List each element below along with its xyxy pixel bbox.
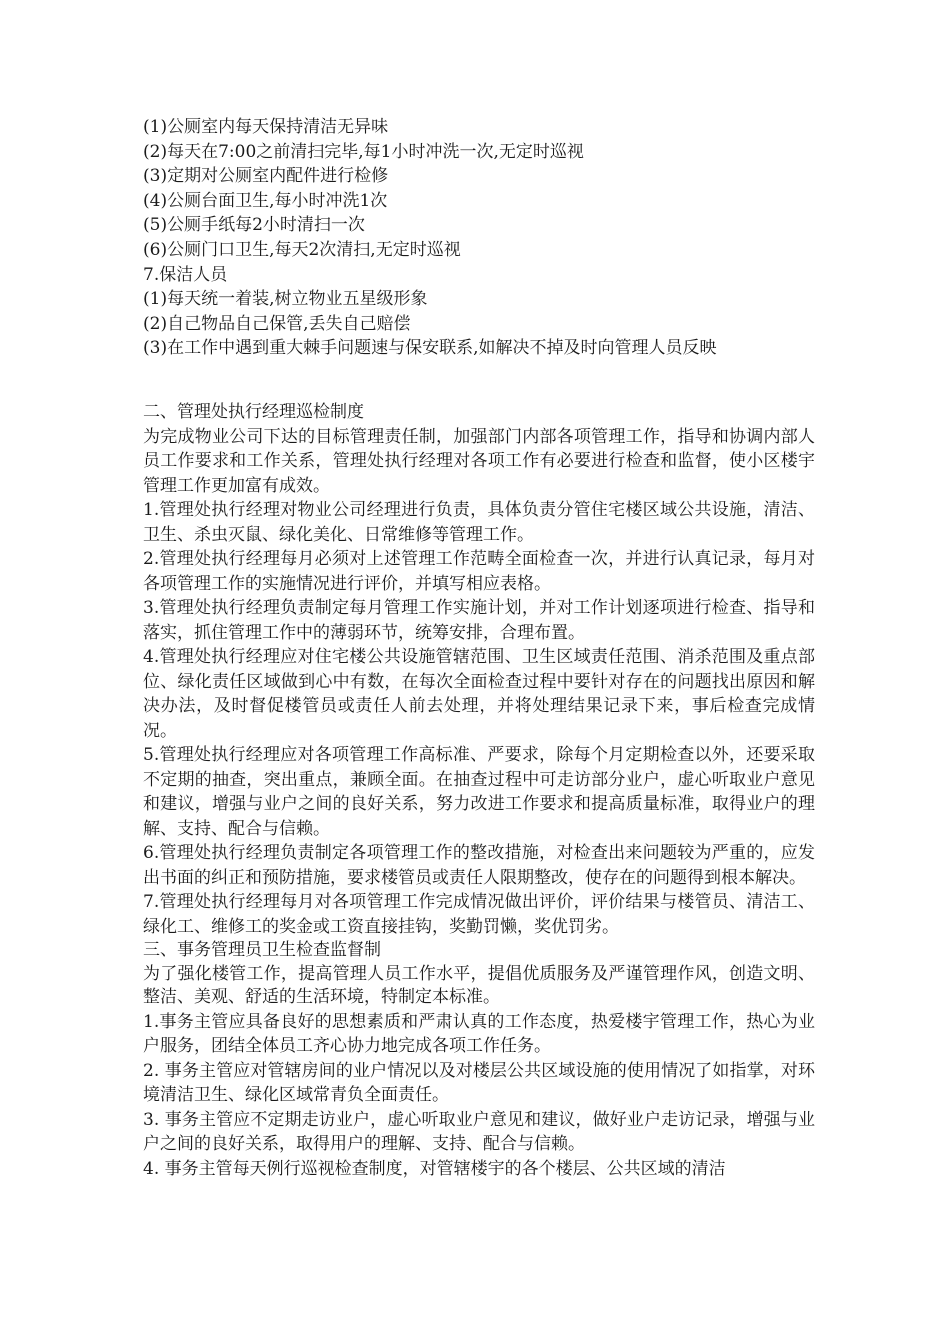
- list-item: (2)自己物品自己保管,丢失自己赔偿: [143, 313, 411, 334]
- section-heading: 二、管理处执行经理巡检制度: [143, 402, 364, 422]
- paragraph-item: 2.管理处执行经理每月必须对上述管理工作范畴全面检查一次，并进行认真记录，每月对各项管理工作的实施情况进行评价，并填写相应表格。: [143, 549, 815, 594]
- list-item: (3)在工作中遇到重大棘手问题速与保安联系,如解决不掉及时向管理人员反映: [143, 338, 717, 359]
- section-intro: 为了强化楼管工作，提高管理人员工作水平，提倡优质服务及严谨管理作风，创造文明、整洁、美观、舒适的生活环境，特制定本标准。: [143, 963, 815, 1007]
- list-item: (3)定期对公厕室内配件进行检修: [143, 166, 389, 187]
- list-item: (1)公厕室内每天保持清洁无异味: [143, 117, 389, 137]
- list-item: (1)每天统一着装,树立物业五星级形象: [143, 289, 428, 310]
- paragraph-item: 4. 事务主管每天例行巡视检查制度，对管辖楼宇的各个楼层、公共区域的清洁: [143, 1158, 726, 1179]
- paragraph-item: 3.管理处执行经理负责制定每月管理工作实施计划，并对工作计划逐项进行检查、指导和落实，抓住管理工作中的薄弱环节，统筹安排，合理布置。: [143, 598, 815, 643]
- paragraph-item: 7.管理处执行经理每月对各项管理工作完成情况做出评价，评价结果与楼管员、清洁工、绿化工、维修工的奖金或工资直接挂钩，奖勤罚懒，奖优罚劣。: [143, 892, 815, 937]
- paragraph-item: 5.管理处执行经理应对各项管理工作高标准、严要求，除每个月定期检查以外，还要采取不定期的抽查，突出重点，兼顾全面。在抽查过程中可走访部分业户，虚心听取业户意见和建议，增强与业户之间的良好关系，努力改进工作要求和提高质量标准，取得业户的理解、支持、配合与信赖。: [143, 745, 815, 839]
- list-item: (6)公厕门口卫生,每天2次清扫,无定时巡视: [143, 239, 461, 260]
- list-item: (5)公厕手纸每2小时清扫一次: [143, 215, 365, 236]
- paragraph-item: 3. 事务主管应不定期走访业户，虚心听取业户意见和建议，做好业户走访记录，增强与业户之间的良好关系，取得用户的理解、支持、配合与信赖。: [143, 1109, 815, 1154]
- paragraph-item: 2. 事务主管应对管辖房间的业户情况以及对楼层公共区域设施的使用情况了如指掌，对环境清洁卫生、绿化区域常青负全面责任。: [143, 1060, 815, 1105]
- section-intro: 为完成物业公司下达的目标管理责任制，加强部门内部各项管理工作，指导和协调内部人员工作要求和工作关系，管理处执行经理对各项工作有必要进行检查和监督，使小区楼宇管理工作更加富有成效。: [143, 426, 815, 496]
- list-item: (4)公厕台面卫生,每小时冲洗1次: [143, 190, 388, 211]
- cleaner-heading: 7.保洁人员: [143, 264, 228, 285]
- paragraph-item: 1.事务主管应具备良好的思想素质和严肃认真的工作态度，热爱楼宇管理工作，热心为业户服务，团结全体员工齐心协力地完成各项工作任务。: [143, 1011, 815, 1056]
- list-item: (2)每天在7:00之前清扫完毕,每1小时冲洗一次,无定时巡视: [143, 141, 584, 162]
- paragraph-item: 4.管理处执行经理应对住宅楼公共设施管辖范围、卫生区域责任范围、消杀范围及重点部位、绿化责任区域做到心中有数，在每次全面检查过程中要针对存在的问题找出原因和解决办法，及时督促楼管员或责任人前去处理，并将处理结果记录下来，事后检查完成情况。: [143, 647, 815, 741]
- management-sections: [143, 400, 815, 1181]
- toilet-and-cleaner-list: [143, 115, 815, 361]
- section-heading: 三、事务管理员卫生检查监督制: [143, 940, 381, 960]
- paragraph-item: 1.管理处执行经理对物业公司经理进行负责，具体负责分管住宅楼区域公共设施，清洁、卫生、杀虫灭鼠、绿化美化、日常维修等管理工作。: [143, 500, 815, 545]
- paragraph-item: 6.管理处执行经理负责制定各项管理工作的整改措施，对检查出来问题较为严重的，应发出书面的纠正和预防措施，要求楼管员或责任人限期整改，使存在的问题得到根本解决。: [143, 843, 815, 888]
